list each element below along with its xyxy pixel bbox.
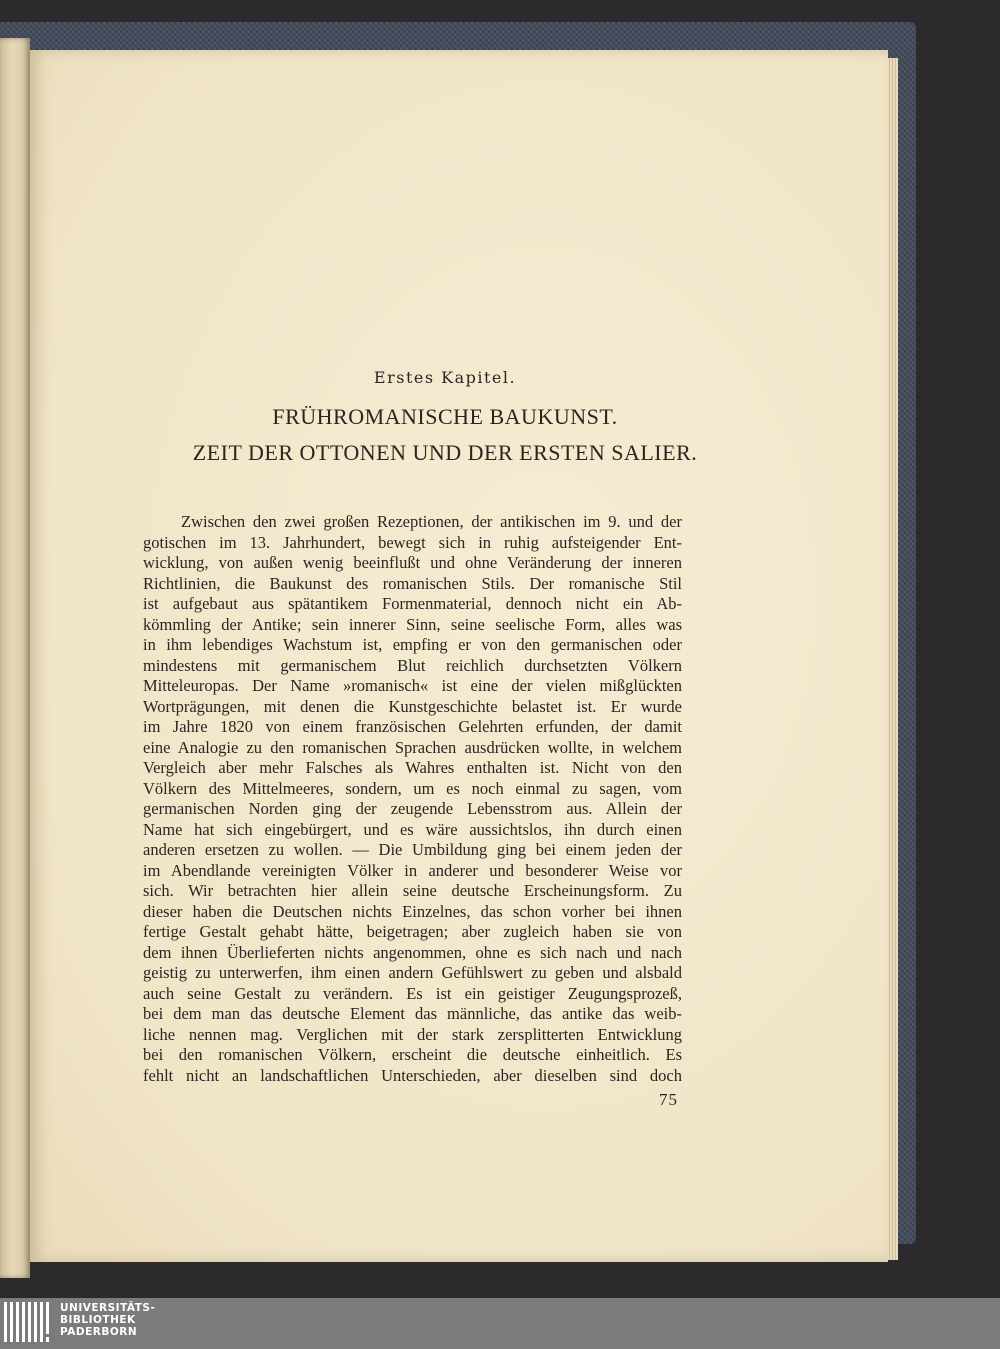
text-line: bei dem man das deutsche Element das männliche, das antike das weib- [143, 1004, 682, 1023]
text-line: Völkern des Mittelmeeres, sondern, um es noch einmal zu sagen, vom [143, 778, 682, 798]
text-line: sich. Wir betrachten hier allein seine deutsche Erscheinungsform. Zu [143, 881, 682, 900]
text-line: ist aufgebaut aus spätantikem Formenmaterial, dennoch nicht ein Ab- [143, 594, 682, 613]
text-line: Richtlinien, die Baukunst des romanischen Stils. Der romanische Stil [143, 573, 682, 593]
text-line: in ihm lebendiges Wachstum ist, empfing er von den germanischen oder [143, 635, 682, 654]
text-line: auch seine Gestalt zu verändern. Es ist ein geistiger Zeugungsprozeß, [143, 983, 682, 1003]
text-line: eine Analogie zu den romanischen Sprachen ausdrücken wollte, in welchem [143, 737, 682, 757]
text-line: Mitteleuropas. Der Name »romanisch« ist eine der vielen mißglückten [143, 676, 682, 695]
text-line: Zwischen den zwei großen Rezeptionen, der antikischen im 9. und der [181, 512, 682, 531]
library-name-line-2: BIBLIOTHEK [60, 1314, 136, 1326]
body-text [143, 512, 682, 1086]
book-page [30, 50, 888, 1262]
page-number: 75 [659, 1090, 678, 1109]
text-line: bei den romanischen Völkern, erscheint die deutsche einheitlich. Es [143, 1045, 682, 1064]
text-line: dieser haben die Deutschen nichts Einzelnes, das schon vorher bei ihnen [143, 901, 682, 921]
text-line: fertige Gestalt gehabt hätte, beigetragen; aber zugleich haben sie von [143, 922, 682, 941]
text-line: fehlt nicht an landschaftlichen Unterschieden, aber dieselben sind doch [143, 1065, 682, 1085]
library-name [60, 1302, 155, 1338]
text-line: anderen ersetzen zu wollen. — Die Umbildung ging bei einem jeden der [143, 840, 682, 859]
library-barcode-logo-icon [4, 1302, 52, 1342]
text-line: liche nennen mag. Verglichen mit der stark zersplitterten Entwicklung [143, 1024, 682, 1044]
text-line: Vergleich aber mehr Falsches als Wahres enthalten ist. Nicht von den [143, 758, 682, 777]
chapter-title-line-1: FRÜHROMANISCHE BAUKUNST. [272, 404, 618, 429]
text-line: kömmling der Antike; sein innerer Sinn, seine seelische Form, alles was [143, 614, 682, 634]
text-line: geistig zu unterwerfen, ihm einen andern Gefühlswert zu geben und alsbald [143, 963, 682, 982]
left-page-edge [0, 38, 30, 1278]
text-line: wicklung, von außen wenig beeinflußt und ohne Veränderung der inneren [143, 553, 682, 572]
chapter-label: Erstes Kapitel. [373, 368, 517, 387]
text-line: gotischen im 13. Jahrhundert, bewegt sich in ruhig aufsteigender Ent- [143, 532, 682, 552]
text-line: im Abendlande vereinigten Völker in anderer und besonderer Weise vor [143, 860, 682, 880]
text-line: im Jahre 1820 von einem französischen Gelehrten erfunden, der damit [143, 717, 682, 736]
text-line: mindestens mit germanischem Blut reichlich durchsetzten Völkern [143, 655, 682, 675]
library-name-line-3: PADERBORN [60, 1326, 138, 1338]
library-name-line-1: UNIVERSITÄTS- [60, 1302, 156, 1314]
chapter-title-line-2: ZEIT DER OTTONEN UND DER ERSTEN SALIER. [192, 440, 698, 465]
library-footer [0, 1298, 1000, 1349]
text-line: Name hat sich eingebürgert, und es wäre aussichtslos, ihn durch einen [143, 819, 682, 839]
text-line: dem ihnen Überlieferten nichts angenommen, ohne es sich nach und nach [143, 942, 682, 962]
text-line: germanischen Norden ging der zeugende Lebensstrom aus. Allein der [143, 799, 682, 818]
text-line: Wortprägungen, mit denen die Kunstgeschichte belastet ist. Er wurde [143, 696, 682, 716]
